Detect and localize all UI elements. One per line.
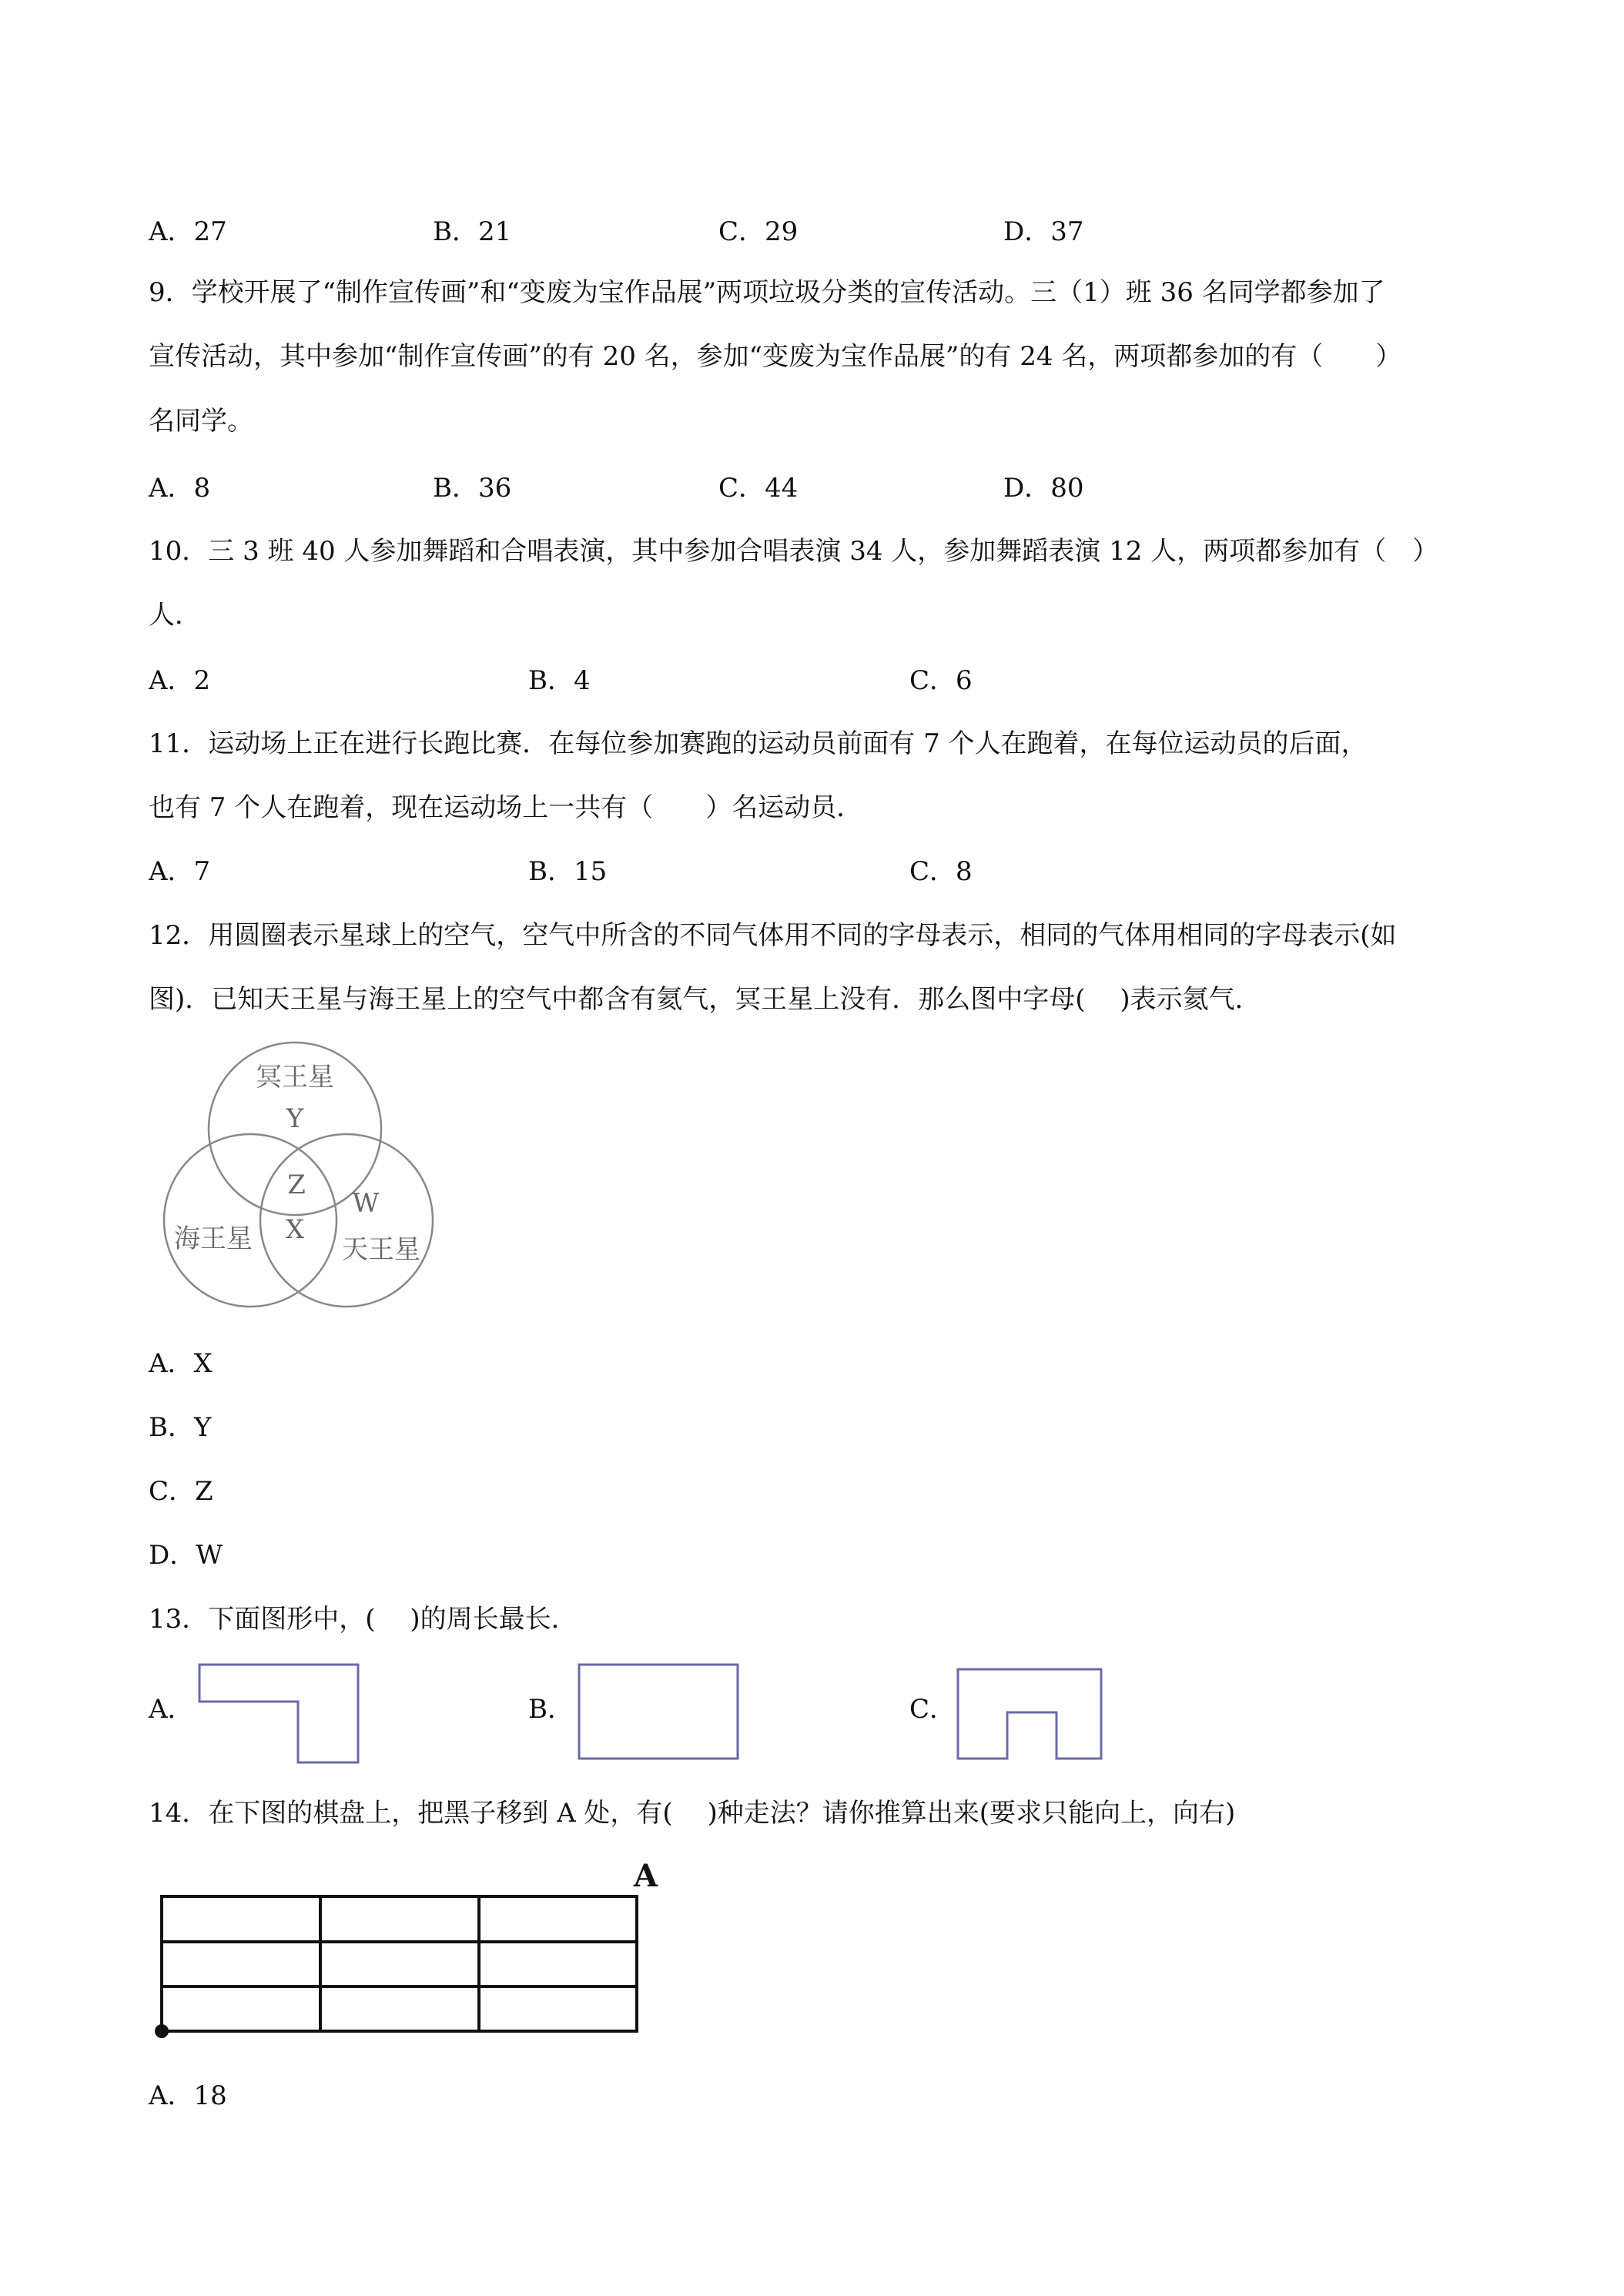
q9-option-d: D．80 bbox=[1003, 473, 1084, 504]
q8-option-b: B．21 bbox=[433, 216, 512, 247]
q9-line-3: 名同学。 bbox=[149, 406, 253, 437]
q13-line: 13．下面图形中，( )的周长最长． bbox=[149, 1604, 578, 1635]
q12-option-b: B．Y bbox=[149, 1412, 212, 1443]
q9-option-b: B．36 bbox=[433, 473, 512, 504]
venn-label-uranus: 天王星 bbox=[342, 1234, 420, 1265]
venn-letter-w: W bbox=[352, 1188, 380, 1219]
venn-label-pluto: 冥王星 bbox=[256, 1062, 334, 1093]
q9-option-c: C．44 bbox=[718, 473, 799, 504]
q10-option-c: C．6 bbox=[909, 665, 973, 696]
q9-line-2: 宣传活动，其中参加“制作宣传画”的有 20 名，参加“变废为宝作品展”的有 24 名，两项都参加的有（ ） bbox=[149, 341, 1402, 372]
q12-option-c: C．Z bbox=[149, 1476, 213, 1507]
venn-letter-y: Y bbox=[286, 1103, 304, 1134]
q10-option-b: B．4 bbox=[528, 665, 591, 696]
q14-option-a: A．18 bbox=[149, 2080, 227, 2111]
q14-line: 14．在下图的棋盘上，把黑子移到 A 处，有( )种走法？请你推算出来(要求只能向上，向右) bbox=[149, 1798, 1236, 1829]
q12-option-a: A．X bbox=[149, 1348, 213, 1379]
notched-shape-figure bbox=[955, 1666, 1106, 1762]
q10-line-1: 10．三 3 班 40 人参加舞蹈和合唱表演，其中参加合唱表演 34 人，参加舞蹈表演 12 人，两项都参加有（ ） bbox=[149, 536, 1439, 567]
q13-option-c: C． bbox=[909, 1694, 956, 1725]
q11-option-c: C．8 bbox=[909, 856, 973, 887]
q8-option-a: A．27 bbox=[149, 216, 227, 247]
venn-label-neptune: 海王星 bbox=[174, 1223, 253, 1254]
venn-letter-z: Z bbox=[287, 1170, 306, 1200]
q10-option-a: A．2 bbox=[149, 665, 211, 696]
q11-line-1: 11．运动场上正在进行长跑比赛．在每位参加赛跑的运动员前面有 7 个人在跑着，在每位运动员的后面， bbox=[149, 728, 1368, 759]
rectangle-figure bbox=[576, 1662, 742, 1762]
q13-option-b: B． bbox=[528, 1694, 574, 1725]
grid-corner-label: A bbox=[634, 1858, 658, 1894]
q13-option-a: A． bbox=[149, 1694, 194, 1725]
q8-option-d: D．37 bbox=[1003, 216, 1084, 247]
q11-option-b: B．15 bbox=[528, 856, 608, 887]
q12-line-1: 12．用圆圈表示星球上的空气，空气中所含的不同气体用不同的字母表示，相同的气体用相同的字母表示(如 bbox=[149, 920, 1397, 951]
black-piece bbox=[155, 2024, 169, 2038]
venn-letter-x: X bbox=[285, 1214, 305, 1245]
q11-option-a: A．7 bbox=[149, 856, 211, 887]
q12-line-2: 图)．已知天王星与海王星上的空气中都含有氦气，冥王星上没有．那么图中字母( )表示氦气． bbox=[149, 984, 1261, 1015]
q9-line-1: 9．学校开展了“制作宣传画”和“变废为宝作品展”两项垃圾分类的宣传活动。三（1）班 36 名同学都参加了 bbox=[149, 277, 1385, 308]
q10-line-2: 人． bbox=[149, 600, 201, 631]
venn-circle-neptune bbox=[164, 1134, 337, 1307]
venn-diagram bbox=[158, 1041, 443, 1310]
chessboard-grid bbox=[150, 1856, 666, 2044]
q8-option-c: C．29 bbox=[718, 216, 799, 247]
q11-line-2: 也有 7 个人在跑着，现在运动场上一共有（ ）名运动员． bbox=[149, 792, 863, 823]
l-shape-figure bbox=[196, 1662, 366, 1766]
q12-option-d: D．W bbox=[149, 1540, 223, 1571]
q9-option-a: A．8 bbox=[149, 473, 211, 504]
